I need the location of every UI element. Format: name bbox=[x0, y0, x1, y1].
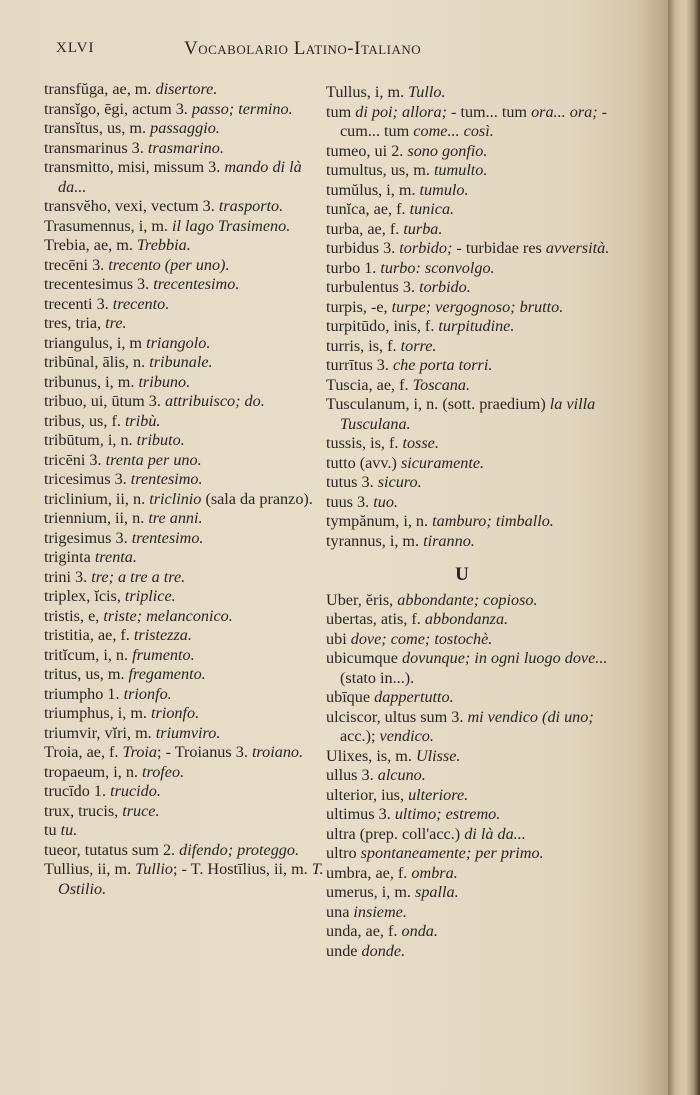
dictionary-entry bbox=[44, 626, 330, 646]
entry-translation: truce. bbox=[122, 801, 160, 820]
dictionary-entry bbox=[44, 529, 330, 549]
entry-translation: Tullio bbox=[135, 860, 173, 878]
entry-headword: tu bbox=[44, 821, 61, 839]
entry-headword: tribūnal, ālis, n. bbox=[44, 353, 150, 371]
entry-headword: tuus 3. bbox=[326, 492, 374, 511]
entry-headword: ultra bbox=[326, 824, 360, 843]
entry-note: (sott. praedium) bbox=[442, 395, 550, 413]
entry-translation: trenta. bbox=[94, 548, 137, 566]
entry-headword: tutus 3. bbox=[326, 473, 378, 491]
entry-translation: trucido. bbox=[110, 782, 161, 800]
right-column-t-entries bbox=[326, 83, 618, 551]
entry-headword: tribunus, i, m. bbox=[44, 372, 139, 391]
dictionary-entry bbox=[44, 860, 330, 899]
dictionary-entry bbox=[326, 239, 618, 259]
entry-note: (avv.) bbox=[359, 453, 401, 472]
entry-headword: triclinium, ii, n. bbox=[44, 489, 150, 508]
entry-headword: una bbox=[326, 902, 354, 921]
dictionary-entry bbox=[326, 376, 618, 396]
dictionary-entry bbox=[44, 217, 330, 237]
entry-headword: tueor, tutatus sum 2. bbox=[44, 840, 180, 859]
entry-translation: tribù. bbox=[124, 411, 161, 430]
entry-headword: triumphus, i, m. bbox=[44, 704, 152, 722]
entry-headword: triangulus, i, m bbox=[44, 333, 147, 352]
dictionary-entry bbox=[44, 314, 330, 334]
entry-headword: Trebia, ae, m. bbox=[44, 236, 137, 254]
entry-translation: sono gonfio. bbox=[407, 141, 488, 160]
dictionary-entry bbox=[44, 568, 330, 588]
entry-translation: triumviro. bbox=[155, 723, 221, 742]
entry-headword: trecenti 3. bbox=[44, 294, 113, 313]
entry-translation: turbo: sconvolgo. bbox=[380, 258, 495, 277]
dictionary-entry bbox=[326, 766, 618, 786]
entry-translation: passaggio. bbox=[150, 119, 220, 137]
dictionary-entry bbox=[44, 841, 330, 861]
dictionary-entry bbox=[44, 197, 330, 217]
dictionary-entry bbox=[326, 278, 618, 298]
entry-headword: ubīque bbox=[326, 688, 375, 706]
dictionary-entry bbox=[326, 220, 618, 240]
entry-headword: trini 3. bbox=[44, 567, 92, 586]
entry-translation: tre anni. bbox=[148, 509, 203, 527]
entry-translation: trasmarino. bbox=[147, 138, 224, 157]
dictionary-entry bbox=[326, 903, 618, 923]
dictionary-entry bbox=[44, 470, 330, 490]
entry-headword: tritus, us, m. bbox=[44, 665, 129, 683]
entry-headword: ulciscor, ultus sum 3. bbox=[326, 707, 468, 726]
entry-translation: triste; melanconico. bbox=[103, 606, 233, 625]
dictionary-entry bbox=[44, 587, 330, 607]
entry-headword: tricesimus 3. bbox=[44, 470, 131, 488]
dictionary-entry bbox=[326, 786, 618, 806]
entry-translation: tiranno. bbox=[423, 531, 475, 550]
dictionary-entry bbox=[326, 142, 618, 162]
dictionary-entry bbox=[326, 708, 618, 747]
entry-headword: ullus 3. bbox=[326, 766, 378, 784]
dictionary-entry bbox=[44, 80, 330, 100]
dictionary-entry bbox=[44, 724, 330, 744]
entry-translation: tristezza. bbox=[133, 626, 192, 644]
entry-translation: ombra. bbox=[411, 863, 458, 882]
dictionary-entry bbox=[44, 295, 330, 315]
entry-translation: come... così. bbox=[413, 122, 494, 140]
entry-headword: tutto bbox=[326, 453, 360, 472]
entry-translation: ora... ora; bbox=[531, 102, 598, 121]
entry-translation: che porta torri. bbox=[393, 356, 493, 374]
dictionary-entry bbox=[44, 802, 330, 822]
entry-translation: turba. bbox=[403, 219, 443, 238]
dictionary-entry bbox=[326, 200, 618, 220]
entry-headword: tumultus, us, m. bbox=[326, 161, 434, 179]
entry-headword: tres, tria, bbox=[44, 314, 106, 332]
entry-translation: tre; a tre a tre. bbox=[91, 567, 186, 586]
section-letter-u: U bbox=[455, 564, 469, 585]
entry-translation: trentesimo. bbox=[131, 528, 204, 547]
dictionary-entry bbox=[44, 685, 330, 705]
entry-headword: ultro bbox=[326, 844, 361, 862]
entry-translation: tuo. bbox=[373, 492, 398, 511]
dictionary-entry bbox=[326, 161, 618, 181]
right-column bbox=[326, 83, 618, 961]
entry-translation: mi vendico (di uno; bbox=[467, 707, 594, 726]
dictionary-entry bbox=[326, 337, 618, 357]
entry-translation: tumulo. bbox=[419, 180, 469, 199]
entry-translation: attribuisco; do. bbox=[164, 392, 265, 410]
entry-note: ; - Troianus 3. bbox=[157, 743, 252, 761]
entry-translation: trecentesimo. bbox=[153, 275, 240, 293]
entry-headword: tumeo, ui 2. bbox=[326, 141, 408, 160]
entry-headword: Trasumennus, i, m. bbox=[44, 216, 173, 235]
entry-translation: avversità. bbox=[545, 239, 610, 257]
dictionary-entry bbox=[326, 688, 618, 708]
entry-translation: onda. bbox=[401, 922, 438, 940]
entry-note: (sala da pranzo). bbox=[201, 489, 313, 508]
entry-headword: Tullus, i, m. bbox=[326, 83, 409, 101]
dictionary-entry bbox=[326, 649, 618, 688]
entry-translation: abbondante; copioso. bbox=[397, 590, 538, 609]
entry-translation: triangolo. bbox=[146, 333, 211, 352]
dictionary-entry bbox=[326, 395, 618, 434]
dictionary-entry bbox=[326, 473, 618, 493]
entry-translation: Troia bbox=[122, 743, 158, 761]
entry-translation: torbido. bbox=[419, 278, 471, 296]
entry-translation: Ulisse. bbox=[415, 746, 461, 765]
dictionary-entry bbox=[326, 356, 618, 376]
entry-headword: trecēni 3. bbox=[44, 255, 109, 274]
entry-headword: Tusculanum, i, n. bbox=[326, 395, 443, 413]
entry-headword: trux, trucis, bbox=[44, 801, 123, 820]
dictionary-entry bbox=[44, 412, 330, 432]
entry-translation: trofeo. bbox=[142, 762, 185, 781]
entry-translation: trionfo. bbox=[151, 704, 200, 722]
entry-translation: turpe; vergognoso; brutto. bbox=[391, 297, 564, 316]
entry-headword: triennium, ii, n. bbox=[44, 509, 149, 527]
entry-translation: frumento. bbox=[132, 645, 195, 664]
dictionary-entry bbox=[44, 158, 330, 197]
entry-translation: difendo; proteggo. bbox=[179, 840, 300, 859]
entry-headword: umbra, ae, f. bbox=[326, 863, 412, 882]
entry-headword: ulterior, ius, bbox=[326, 785, 409, 804]
dictionary-entry bbox=[326, 942, 618, 962]
dictionary-entry bbox=[44, 548, 330, 568]
entry-headword: turbidus 3. bbox=[326, 239, 400, 257]
entry-translation: tumulto. bbox=[433, 161, 488, 179]
entry-headword: triumvir, vĭri, m. bbox=[44, 723, 156, 742]
entry-translation: mando di là da... bbox=[58, 158, 302, 196]
entry-headword: transĭtus, us, m. bbox=[44, 119, 151, 137]
dictionary-entry bbox=[326, 454, 618, 474]
entry-headword: turba, ae, f. bbox=[326, 219, 404, 238]
dictionary-entry bbox=[326, 512, 618, 532]
entry-headword: Tuscia, ae, f. bbox=[326, 375, 413, 394]
book-binding-edge bbox=[668, 0, 700, 1095]
entry-headword: tympănum, i, n. bbox=[326, 512, 433, 530]
dictionary-entry bbox=[326, 864, 618, 884]
dictionary-entry bbox=[44, 431, 330, 451]
entry-translation: tre. bbox=[105, 314, 127, 332]
dictionary-entry bbox=[326, 83, 618, 103]
entry-translation: il lago Trasimeno. bbox=[172, 216, 291, 235]
entry-headword: trigesimus 3. bbox=[44, 528, 132, 547]
entry-headword: trecentesimus 3. bbox=[44, 275, 154, 293]
entry-translation: torbido; bbox=[399, 239, 453, 257]
entry-headword: tristitia, ae, f. bbox=[44, 626, 134, 644]
dictionary-entry bbox=[326, 591, 618, 611]
dictionary-entry bbox=[326, 883, 618, 903]
entry-translation: Tullo. bbox=[408, 83, 446, 101]
entry-headword: transĭgo, ēgi, actum 3. bbox=[44, 99, 192, 118]
entry-headword: turbulentus 3. bbox=[326, 278, 420, 296]
entry-note: - turbidae res bbox=[452, 239, 546, 257]
entry-translation: di là da... bbox=[464, 824, 526, 843]
dictionary-entry bbox=[326, 922, 618, 942]
dictionary-entry bbox=[44, 509, 330, 529]
dictionary-entry bbox=[326, 844, 618, 864]
left-column bbox=[44, 80, 330, 899]
entry-translation: trentesimo. bbox=[130, 470, 203, 488]
dictionary-entry bbox=[44, 743, 330, 763]
entry-headword: tricēni 3. bbox=[44, 450, 106, 469]
entry-translation: disertore. bbox=[155, 80, 218, 98]
entry-headword: unda, ae, f. bbox=[326, 922, 402, 940]
entry-translation: vendico. bbox=[379, 727, 434, 745]
dictionary-entry bbox=[44, 763, 330, 783]
entry-translation: spalla. bbox=[415, 883, 459, 901]
dictionary-entry bbox=[326, 434, 618, 454]
entry-translation: Trebbia. bbox=[136, 236, 191, 254]
right-column-u-entries bbox=[326, 591, 618, 962]
entry-translation: turpitudine. bbox=[438, 317, 515, 335]
entry-headword: unde bbox=[326, 941, 362, 960]
entry-translation: ultimo; estremo. bbox=[394, 805, 501, 823]
dictionary-entry bbox=[326, 532, 618, 552]
entry-translation: passo; termino. bbox=[191, 99, 293, 118]
entry-note: - cum... tum bbox=[340, 102, 608, 140]
entry-headword: umerus, i, m. bbox=[326, 883, 416, 901]
entry-headword: tyrannus, i, m. bbox=[326, 531, 424, 550]
entry-translation: donde. bbox=[361, 941, 406, 960]
dictionary-entry bbox=[44, 821, 330, 841]
entry-headword: turris, is, f. bbox=[326, 336, 401, 355]
dictionary-entry bbox=[44, 275, 330, 295]
dictionary-entry bbox=[44, 100, 330, 120]
entry-translation: torre. bbox=[400, 336, 437, 355]
dictionary-entry bbox=[326, 298, 618, 318]
dictionary-entry bbox=[326, 630, 618, 650]
entry-translation: di poi; allora; bbox=[355, 102, 447, 121]
dictionary-entry bbox=[44, 373, 330, 393]
entry-translation: spontaneamente; per primo. bbox=[360, 844, 544, 862]
dictionary-entry bbox=[326, 103, 618, 142]
entry-translation: fregamento. bbox=[128, 665, 206, 683]
dictionary-entry bbox=[44, 353, 330, 373]
entry-headword: triplex, ĭcis, bbox=[44, 587, 125, 605]
entry-translation: dappertutto. bbox=[374, 688, 454, 706]
entry-translation: T. Ostilio. bbox=[58, 860, 324, 898]
entry-headword: turbo 1. bbox=[326, 258, 381, 277]
dictionary-entry bbox=[326, 747, 618, 767]
entry-headword: transmitto, misi, missum 3. bbox=[44, 158, 225, 176]
entry-translation: trecento. bbox=[112, 294, 170, 313]
entry-translation: tribunale. bbox=[149, 353, 213, 371]
entry-translation: dove; come; tostochè. bbox=[350, 629, 493, 648]
entry-headword: transmarinus 3. bbox=[44, 138, 148, 157]
entry-headword: tristis, e, bbox=[44, 606, 104, 625]
entry-headword: transfŭga, ae, m. bbox=[44, 80, 156, 98]
entry-headword: ubi bbox=[326, 629, 351, 648]
page-number: XLVI bbox=[56, 40, 95, 56]
entry-translation: troiano. bbox=[251, 743, 304, 761]
entry-translation: Toscana. bbox=[412, 375, 471, 394]
entry-headword: tunĭca, ae, f. bbox=[326, 200, 410, 218]
page-title: Vocabolario Latino-Italiano bbox=[184, 38, 422, 59]
page-header bbox=[56, 38, 646, 64]
dictionary-entry bbox=[326, 825, 618, 845]
dictionary-entry bbox=[44, 646, 330, 666]
entry-headword: ubicumque bbox=[326, 649, 402, 667]
entry-translation: trecento (per uno). bbox=[108, 255, 230, 274]
dictionary-entry bbox=[326, 493, 618, 513]
entry-headword: triginta bbox=[44, 548, 95, 566]
entry-headword: Tullius, ii, m. bbox=[44, 860, 136, 878]
dictionary-entry bbox=[44, 236, 330, 256]
dictionary-entry bbox=[44, 334, 330, 354]
dictionary-entry bbox=[44, 451, 330, 471]
entry-translation: tu. bbox=[60, 821, 78, 839]
entry-headword: tumŭlus, i, m. bbox=[326, 180, 420, 199]
dictionary-entry bbox=[44, 704, 330, 724]
entry-translation: triclinio bbox=[149, 489, 202, 508]
entry-headword: ubertas, atis, f. bbox=[326, 610, 425, 628]
entry-headword: tribus, us, f. bbox=[44, 411, 125, 430]
entry-translation: alcuno. bbox=[377, 766, 426, 784]
entry-translation: la villa Tusculana. bbox=[340, 395, 596, 433]
entry-note: (prep. coll'acc.) bbox=[359, 824, 465, 843]
entry-translation: tamburo; timballo. bbox=[432, 512, 554, 530]
entry-translation: triplice. bbox=[124, 587, 176, 605]
entry-headword: ultimus 3. bbox=[326, 805, 395, 823]
entry-headword: tribūtum, i, n. bbox=[44, 431, 137, 449]
entry-headword: turpis, -e, bbox=[326, 297, 392, 316]
entry-translation: trenta per uno. bbox=[105, 450, 202, 469]
dictionary-entry bbox=[44, 119, 330, 139]
entry-note: ; - T. Hostīlius, ii, m. bbox=[172, 860, 312, 878]
entry-translation: insieme. bbox=[353, 902, 407, 921]
entry-headword: trucīdo 1. bbox=[44, 782, 111, 800]
dictionary-entry bbox=[44, 139, 330, 159]
entry-translation: tributo. bbox=[136, 431, 185, 449]
entry-note: acc.); bbox=[340, 727, 380, 745]
dictionary-entry bbox=[44, 607, 330, 627]
entry-headword: turrītus 3. bbox=[326, 356, 393, 374]
entry-headword: tropaeum, i, n. bbox=[44, 762, 143, 781]
dictionary-entry bbox=[44, 782, 330, 802]
entry-translation: sicuramente. bbox=[400, 453, 485, 472]
entry-translation: trasporto. bbox=[218, 197, 284, 215]
entry-translation: abbondanza. bbox=[424, 610, 509, 628]
dictionary-entry bbox=[326, 610, 618, 630]
entry-translation: tunica. bbox=[409, 200, 455, 218]
entry-headword: Troia, ae, f. bbox=[44, 743, 123, 761]
entry-translation: tosse. bbox=[402, 434, 439, 452]
entry-headword: tussis, is, f. bbox=[326, 434, 403, 452]
entry-headword: turpitūdo, inis, f. bbox=[326, 317, 439, 335]
entry-headword: Ulixes, is, m. bbox=[326, 746, 416, 765]
entry-note: - tum... tum bbox=[446, 102, 532, 121]
entry-translation: ulteriore. bbox=[408, 785, 469, 804]
dictionary-entry bbox=[326, 317, 618, 337]
dictionary-entry bbox=[44, 665, 330, 685]
dictionary-entry bbox=[326, 805, 618, 825]
entry-headword: Uber, ĕris, bbox=[326, 590, 398, 609]
dictionary-entry bbox=[44, 256, 330, 276]
entry-headword: tum bbox=[326, 102, 356, 121]
entry-headword: transvĕho, vexi, vectum 3. bbox=[44, 197, 219, 215]
dictionary-entry bbox=[326, 181, 618, 201]
entry-headword: triumpho 1. bbox=[44, 684, 124, 703]
dictionary-entry bbox=[44, 392, 330, 412]
entry-translation: trionfo. bbox=[123, 684, 172, 703]
entry-translation: dovunque; in ogni luogo dove... bbox=[401, 649, 608, 667]
entry-note: (stato in...). bbox=[340, 668, 415, 687]
dictionary-entry bbox=[44, 490, 330, 510]
entry-headword: tritĭcum, i, n. bbox=[44, 645, 133, 664]
entry-translation: tribuno. bbox=[138, 372, 191, 391]
entry-headword: tribuo, ui, ūtum 3. bbox=[44, 392, 165, 410]
dictionary-entry bbox=[326, 259, 618, 279]
entry-translation: sicuro. bbox=[377, 473, 422, 491]
